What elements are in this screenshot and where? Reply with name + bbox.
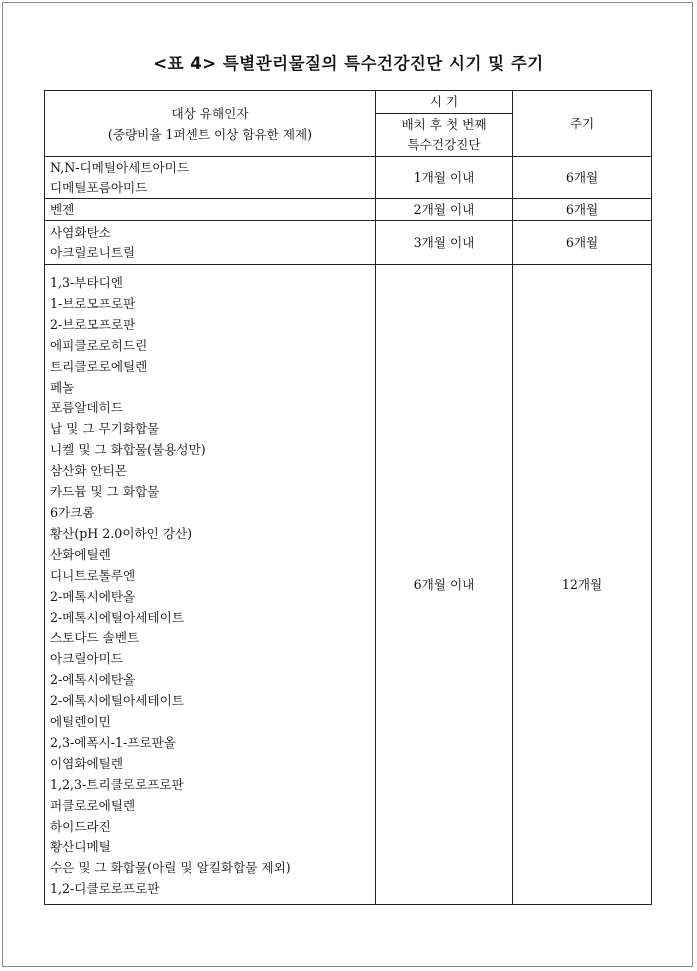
first-exam-cell: 3개월 이내	[376, 221, 513, 265]
table-row	[45, 199, 652, 221]
substance-name: 삼산화 안티몬	[50, 463, 127, 479]
substance-name: 수은 및 그 화합물(아릴 및 알킬화합물 제외)	[50, 860, 291, 876]
substance-name: 스토다드 솔벤트	[50, 630, 140, 646]
substance-cell	[45, 265, 376, 905]
substance-name: 산화에틸렌	[50, 546, 111, 562]
first-exam-cell: 2개월 이내	[376, 199, 513, 221]
header-factor-line1: 대상 유해인자	[171, 105, 249, 121]
substance-name: 2-메톡시에탄올	[50, 588, 136, 604]
table-title: <표 4> 특별관리물질의 특수건강진단 시기 및 주기	[153, 54, 544, 73]
header-row-1	[45, 91, 652, 114]
table-row	[45, 157, 652, 199]
header-timing: 시 기	[376, 91, 513, 114]
exam-schedule-table	[44, 90, 652, 905]
substance-name: 1,2-디클로로프로판	[50, 881, 160, 897]
cycle-cell: 6개월	[513, 157, 652, 199]
substance-name: 트리클로로에틸렌	[50, 358, 148, 374]
cycle-cell: 6개월	[513, 221, 652, 265]
substance-cell	[45, 221, 376, 265]
substance-name: 1,3-부타디엔	[50, 275, 123, 290]
substance-name: 페놀	[50, 379, 75, 395]
substance-name: 디니트로톨루엔	[50, 567, 136, 583]
substance-name: 황산(pH 2.0이하인 강산)	[50, 525, 193, 541]
substance-name: N,N-디메틸아세트아미드	[50, 159, 189, 175]
header-target-factor	[45, 91, 376, 157]
substance-name: 포름알데히드	[50, 400, 123, 416]
substance-cell	[45, 157, 376, 199]
substance-name: 사염화탄소	[50, 224, 111, 240]
substance-name: 퍼클로로에틸렌	[50, 797, 136, 813]
substance-name: 아크릴로니트릴	[50, 244, 136, 260]
substance-name: 카드뮴 및 그 화합물	[50, 484, 160, 500]
substance-name: 1-브로모프로판	[50, 295, 136, 311]
substance-cell	[45, 199, 376, 221]
table-row	[45, 265, 652, 905]
substance-name: 2-브로모프로판	[50, 316, 136, 332]
header-first-exam-line2: 특수건강진단	[407, 137, 481, 152]
header-first-exam-line1: 배치 후 첫 번째	[401, 117, 487, 132]
table-row	[45, 221, 652, 265]
substance-name: 디메틸포름아미드	[50, 179, 148, 195]
substance-name: 아크릴아미드	[50, 651, 123, 667]
cycle-cell: 12개월	[513, 265, 652, 905]
cycle-cell: 6개월	[513, 199, 652, 221]
substance-name: 1,2,3-트리클로로프로판	[50, 776, 184, 792]
substance-name: 2-메톡시에틸아세테이트	[50, 609, 184, 625]
header-first-exam	[376, 114, 513, 157]
substance-name: 하이드라진	[50, 818, 111, 834]
substance-name: 황산디메틸	[50, 839, 111, 855]
header-factor-line2: (중량비율 1퍼센트 이상 함유한 제제)	[107, 126, 313, 142]
header-cycle: 주기	[513, 91, 652, 157]
substance-name: 2-에톡시에틸아세테이트	[50, 693, 184, 709]
substance-name: 니켈 및 그 화합물(불용성만)	[50, 442, 206, 458]
substance-name: 벤젠	[50, 201, 75, 217]
substance-name: 2-에톡시에탄올	[50, 672, 136, 688]
substance-name: 6가크롬	[50, 504, 95, 520]
first-exam-cell: 6개월 이내	[376, 265, 513, 905]
substance-name: 에피클로로히드린	[50, 337, 148, 353]
substance-name: 에틸렌이민	[50, 714, 111, 730]
substance-name: 이염화에틸렌	[50, 755, 123, 771]
substance-name: 2,3-에폭시-1-프로판올	[50, 734, 176, 750]
substance-name: 납 및 그 무기화합물	[50, 421, 160, 437]
first-exam-cell: 1개월 이내	[376, 157, 513, 199]
